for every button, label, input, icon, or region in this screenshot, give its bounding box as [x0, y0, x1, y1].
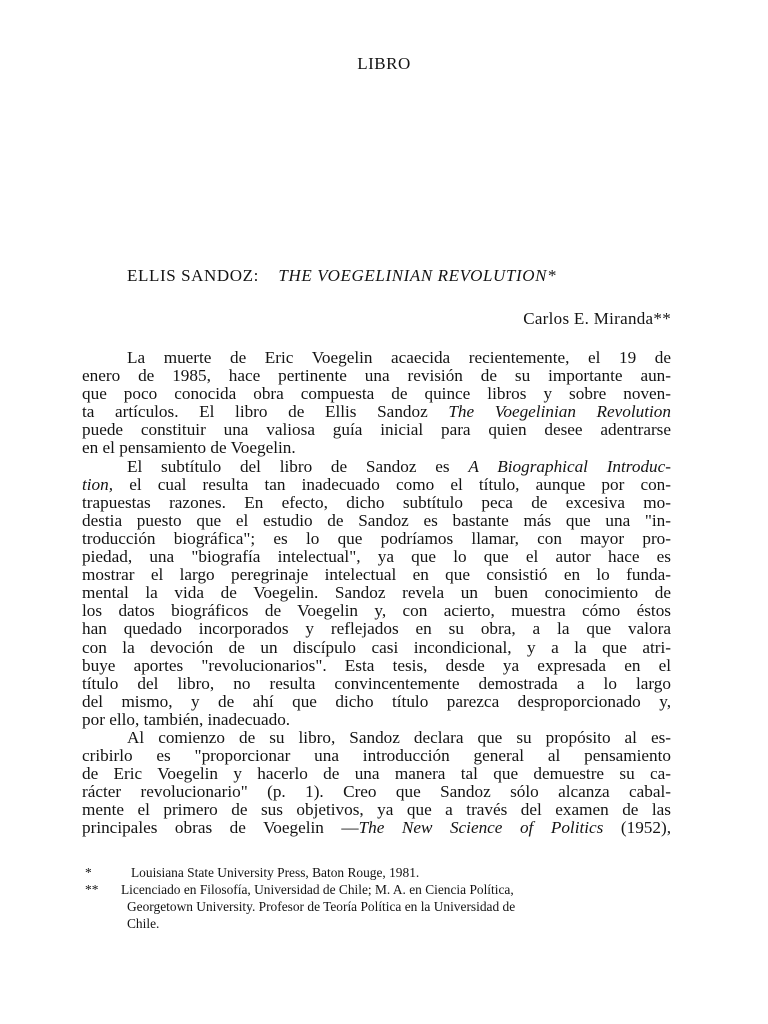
text-line: de Eric Voegelin y hacerlo de una manera tal que demuestre su ca- — [82, 764, 671, 784]
text-line: cribirlo es "proporcionar una introducción general al pensamiento — [82, 746, 671, 766]
footnotes — [85, 864, 675, 932]
text-run: El subtítulo del libro de Sandoz es — [127, 456, 469, 476]
text-line: destia puesto que el estudio de Sandoz es bastante más que una "in- — [82, 510, 671, 530]
footnote-1 — [85, 864, 675, 881]
footnote-marker: ** — [85, 882, 99, 897]
text-line — [82, 403, 671, 421]
text-line: del mismo, y de ahí que dicho título parezca desproporcionado y, — [82, 691, 671, 711]
text-line: que poco conocida obra compuesta de quince libros y sobre noven- — [82, 384, 671, 404]
text-line: trapuestas razones. En efecto, dicho subtítulo peca de excesiva mo- — [82, 492, 671, 512]
review-title — [127, 266, 556, 286]
text-line: con la devoción de un discípulo casi incondicional, y a la que atri- — [82, 637, 671, 657]
text-line: mente el primero de sus objetivos, ya que a través del examen de las — [82, 800, 671, 820]
title-author-name: ELLIS SANDOZ: — [127, 266, 259, 285]
footnote-text: Chile. — [127, 916, 160, 931]
text-run: el cual resulta tan inadecuado como el título, aunque por con- — [113, 474, 671, 494]
text-line: mostrar el largo peregrinaje intelectual en que consistió en lo funda- — [82, 565, 671, 585]
section-label: LIBRO — [357, 54, 411, 73]
text-run: ta artículos. El libro de Ellis Sandoz — [82, 402, 449, 422]
text-line: enero de 1985, hace pertinente una revisión de su importante aun- — [82, 366, 671, 386]
text-line: han quedado incorporados y reflejados en su obra, a la que valora — [82, 619, 671, 639]
text-line — [82, 476, 671, 494]
text-line: puede constituir una valiosa guía inicial para quien desee adentrarse — [82, 420, 671, 440]
text-line: título del libro, no resulta convincentemente demostrada a lo largo — [82, 673, 671, 693]
text-run: principales obras de Voegelin — — [82, 818, 359, 838]
footnote-text: Licenciado en Filosofía, Universidad de Chile; M. A. en Ciencia Política, — [121, 882, 514, 897]
subtitle-italic: tion, — [82, 474, 114, 494]
book-title-italic: The New Science of Politics — [358, 818, 604, 838]
text-line: en el pensamiento de Voegelin. — [82, 438, 296, 458]
title-book-title: THE VOEGELINIAN REVOLUTION* — [278, 266, 557, 285]
footnote-text: Georgetown University. Profesor de Teoría Política en la Universidad de — [127, 899, 516, 914]
book-title-italic: The Voegelinian Revolution — [448, 402, 671, 422]
text-run: (1952), — [603, 818, 671, 838]
text-line — [82, 458, 671, 476]
text-line: piedad, una "biografía intelectual", ya que lo que el autor hace es — [82, 547, 671, 567]
text-line: por ello, también, inadecuado. — [82, 709, 291, 729]
text-line: rácter revolucionario" (p. 1). Creo que Sandoz sólo alcanza cabal- — [82, 782, 671, 802]
text-line: buye aportes "revolucionarios". Esta tesis, desde ya expresada en el — [82, 655, 671, 675]
footnote-marker: * — [85, 865, 92, 880]
subtitle-italic: A Biographical Introduc- — [468, 456, 671, 476]
footnote-text: Louisiana State University Press, Baton Rouge, 1981. — [131, 865, 420, 880]
text-line: los datos biográficos de Voegelin y, con acierto, muestra cómo éstos — [82, 601, 671, 621]
paragraph-1 — [82, 349, 671, 458]
review-author: Carlos E. Miranda** — [523, 309, 671, 328]
text-line: troducción biográfica"; es lo que podríamos llamar, con mayor pro- — [82, 528, 671, 548]
body-text — [82, 349, 671, 838]
footnote-2 — [85, 881, 675, 932]
text-line: Al comienzo de su libro, Sandoz declara que su propósito al es- — [127, 727, 671, 747]
text-line: La muerte de Eric Voegelin acaecida recientemente, el 19 de — [127, 348, 671, 367]
paragraph-3 — [82, 729, 671, 838]
text-line: mental la vida de Voegelin. Sandoz revela un buen conocimiento de — [82, 583, 671, 603]
paragraph-2 — [82, 458, 671, 729]
text-line — [82, 819, 671, 837]
